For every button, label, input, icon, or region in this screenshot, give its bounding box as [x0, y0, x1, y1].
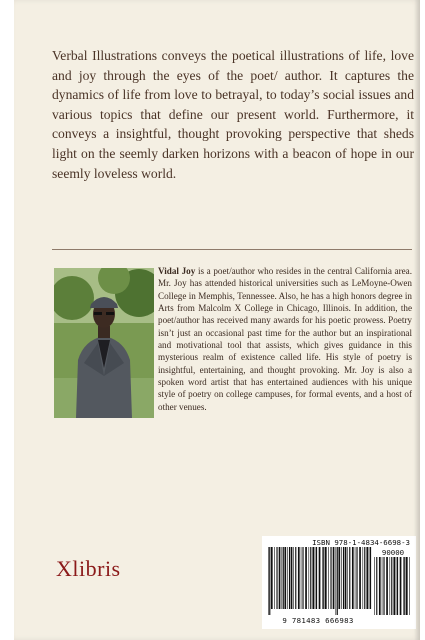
barcode-bar [403, 557, 404, 615]
barcode-bar [336, 547, 337, 615]
barcode-bar [283, 547, 284, 609]
barcode-bar [393, 557, 395, 615]
barcode-bar [302, 547, 303, 609]
book-back-cover [14, 0, 420, 640]
barcode-bar [376, 557, 377, 615]
barcode-bar [323, 547, 324, 609]
barcode-bar [343, 547, 344, 609]
barcode-bar [409, 557, 410, 615]
barcode-bar [370, 547, 371, 609]
barcode-bars [268, 547, 372, 615]
barcode-bar [347, 547, 348, 609]
barcode-bar [355, 547, 356, 609]
barcode-bar [397, 557, 398, 615]
barcode-bar [379, 557, 381, 615]
barcode-bar [386, 557, 388, 615]
barcode-bar [349, 547, 350, 609]
barcode-bar [315, 547, 316, 609]
barcode-bar [316, 547, 317, 609]
barcode-bar [400, 557, 402, 615]
isbn-barcode [262, 536, 416, 629]
barcode-digits: 9 781483 666983 [282, 616, 354, 625]
barcode-bar [319, 547, 321, 609]
barcode-bar [312, 547, 314, 609]
barcode-bar [289, 547, 290, 609]
barcode-bar [295, 547, 296, 609]
book-description: Verbal Illustrations conveys the poetical illustrations of life, love and joy through the eyes of the poet/ author. It captures the dynamics of life from love to betrayal, to today’s social issues and various topics that define our present world. Furthermore, it conveys a insightful, thought provoking perspective that sheds light on the seemly darken horizons with a beacon of hope in our seemly loveless world. [52, 48, 414, 181]
publisher-logo [56, 556, 121, 582]
barcode-bar [356, 547, 357, 609]
barcode-bar [269, 547, 270, 615]
barcode-addon-bars [374, 557, 412, 615]
barcode-bar [293, 547, 294, 609]
barcode-bar [369, 547, 370, 609]
photo-spacer [54, 265, 158, 419]
isbn-addon-price: 90000 [381, 548, 405, 557]
barcode-bar [337, 547, 338, 615]
publisher-name: Xlibris [56, 556, 121, 581]
divider-line [52, 249, 412, 250]
barcode-bar [404, 557, 405, 615]
barcode-bar [322, 547, 323, 609]
barcode-bar [390, 557, 391, 615]
barcode-bar [279, 547, 281, 609]
barcode-bar [287, 547, 288, 609]
author-bio-text: is a poet/author who resides in the central California area. Mr. Joy has attended historical universities such as LeMoyne-Owen College in Memphis, Tennessee. Also, he has a high honors degree in Arts from Malcolm X College in Chicago, Illinois. In addition, the poet/author has received many awards for his poetic prowess. Poetry isn’t just an occasional past time for the author but an inspirational and motivational tool that assists, which gives guidance in this mysterious realm of existence called life. His style of poetry is insightful, entertaining, and thought provoking. Mr. Joy is also a spoken word artist that has entertained audiences with his unique style of poetry on college campuses, for formal events, and a host of other venues. [158, 266, 412, 412]
barcode-bar [298, 547, 300, 609]
barcode-bar [396, 557, 397, 615]
barcode-bar [341, 547, 342, 609]
barcode-bar [276, 547, 277, 609]
isbn-label: ISBN 978-1-4834-6698-3 [312, 538, 410, 547]
barcode-bar [291, 547, 293, 609]
barcode-bar [305, 547, 307, 609]
barcode-bar [301, 547, 302, 609]
barcode-bar [338, 547, 340, 609]
barcode-bar [325, 547, 327, 609]
barcode-bar [282, 547, 283, 609]
barcode-bar [328, 547, 329, 609]
barcode-bar [274, 547, 275, 609]
barcode-bar [359, 547, 361, 609]
barcode-bar [391, 557, 392, 615]
barcode-bar [352, 547, 354, 609]
barcode-bar [364, 547, 365, 609]
barcode-bar [363, 547, 364, 609]
barcode-bar [345, 547, 347, 609]
barcode-bar [310, 547, 311, 609]
barcode-bar [366, 547, 368, 609]
barcode-bar [268, 547, 269, 615]
barcode-bar [271, 547, 273, 609]
author-bio [54, 265, 412, 419]
barcode-bar [284, 547, 286, 609]
barcode-bar [383, 557, 384, 615]
barcode-bar [382, 557, 383, 615]
barcode-bar [333, 547, 335, 609]
barcode-bar [330, 547, 331, 609]
barcode-bar [374, 557, 375, 615]
author-name: Vidal Joy [158, 266, 196, 276]
barcode-bar [406, 557, 408, 615]
barcode-bar [309, 547, 310, 609]
